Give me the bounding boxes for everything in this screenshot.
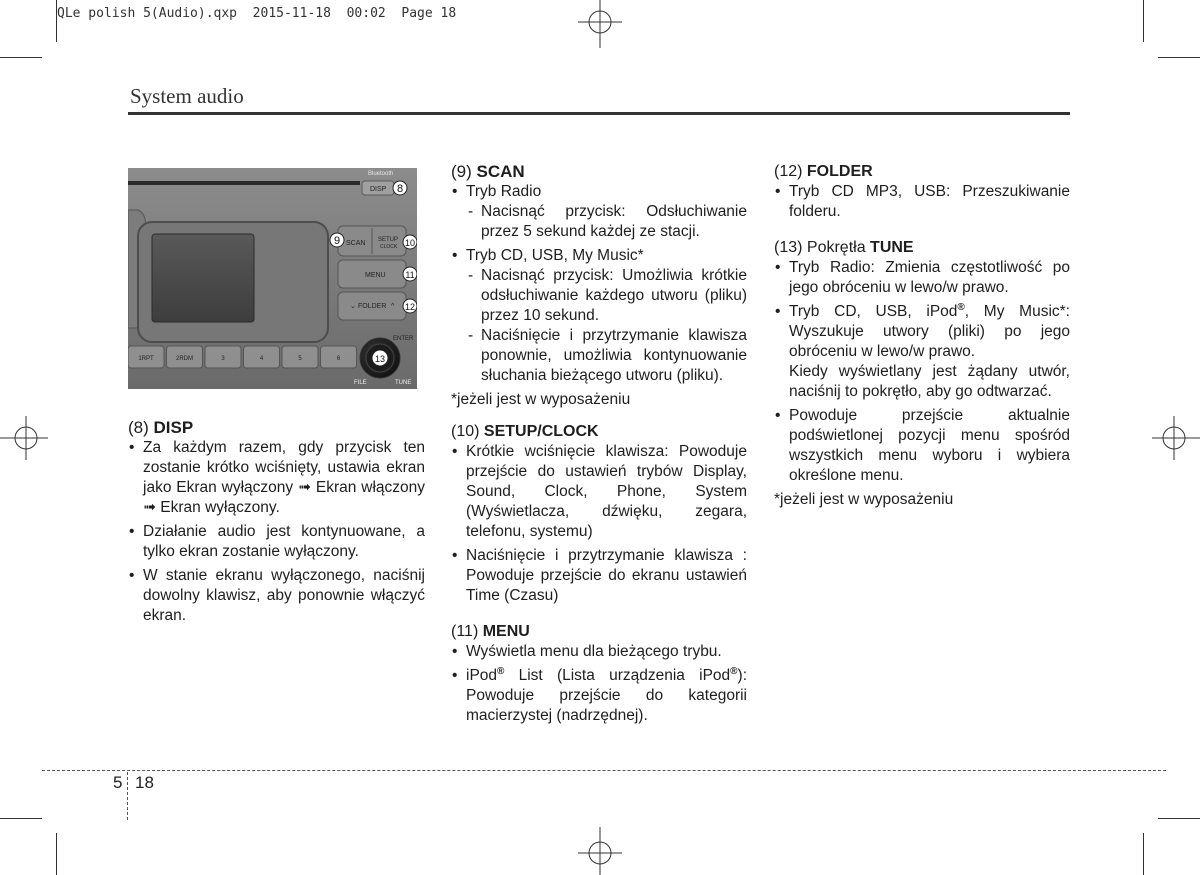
callout-9: 9 (333, 235, 341, 247)
setup-item-1: • Krótkie wciśnięcie klawisza: Powoduje przejście do ustawień trybów Display, Sound, Clock, Phone, System (Wyświetlacza, dźwięku, zegara, telefonu, systemu) (451, 442, 747, 542)
file-label: FILE (354, 380, 367, 386)
scan-cd-sublist (466, 266, 747, 386)
menu-name: MENU (482, 623, 530, 640)
menu-item-1: • Wyświetla menu dla bieżącego trybu. (451, 642, 747, 662)
folder-number: (12) (774, 163, 803, 180)
disp-item-3: • W stanie ekranu wyłączonego, naciśnij dowolny klawisz, aby ponownie włączyć ekran. (128, 566, 425, 626)
svg-text:⌄: ⌄ (350, 303, 356, 310)
tune-item-1: • Tryb Radio: Zmienia częstotliwość po jego obróceniu w lewo/w prawo. (774, 258, 1070, 298)
disp-name: DISP (153, 418, 194, 437)
tune-label: TUNE (395, 380, 412, 386)
enter-label: ENTER (393, 336, 414, 342)
section-title: System audio (130, 84, 244, 108)
scan-cd-sub-2: - Naciśnięcie i przytrzymanie klawisza ponownie, umożliwia kontynuowanie słuchania bieżącego utworu (pliku). (466, 326, 747, 386)
preset-button-label-4: 4 (259, 356, 264, 362)
registration-mark-bottom (574, 827, 626, 875)
scan-list (451, 182, 747, 386)
preset-button-label-2: 2RDM (175, 356, 194, 362)
display-screen (152, 234, 254, 322)
scan-radio-mode (451, 182, 747, 242)
scan-heading (451, 162, 747, 182)
setup-number: (10) (451, 423, 480, 440)
callout-8: 8 (396, 183, 404, 195)
scan-button-label: SCAN (346, 240, 366, 247)
disp-item-1: • Za każdym razem, gdy przycisk ten zostanie krótko wciśnięty, ustawia ekran jako Ekran wyłączony ➟ Ekran włączony ➟ Ekran wyłączony. (128, 438, 425, 518)
preset-button-label-6: 6 (336, 356, 341, 362)
tune-name: TUNE (870, 239, 914, 256)
scan-cd-mode (451, 246, 747, 386)
folder-name: FOLDER (806, 163, 873, 180)
tune-heading (774, 238, 1070, 258)
menu-number: (11) (451, 623, 479, 640)
callout-12: 12 (404, 302, 416, 312)
folder-list (774, 182, 1070, 222)
registration-mark-left (0, 412, 48, 464)
tune-footnote: *jeżeli jest w wyposażeniu (774, 491, 954, 508)
column-scan-setup-menu (451, 162, 747, 730)
column-folder-tune (774, 162, 1070, 510)
svg-text:^: ^ (391, 303, 395, 310)
scan-cd-mode-label: Tryb CD, USB, My Music* (466, 247, 644, 264)
setup-heading (451, 422, 747, 442)
folder-heading (774, 162, 1070, 182)
setup-button-label: SETUP (378, 237, 399, 243)
clock-button-label: CLOCK (380, 244, 398, 250)
scan-name: SCAN (476, 162, 525, 181)
tune-list (774, 258, 1070, 486)
scan-radio-sublist (466, 202, 747, 242)
preset-button-label-1: 1RPT (138, 356, 154, 362)
scan-footnote: *jeżeli jest w wyposażeniu (451, 391, 631, 408)
tune-item-2: • Tryb CD, USB, iPod®, My Music*: Wyszukuje utwory (pliki) po jego obróceniu w lewo/w prawo. Kiedy wyświetlany jest żądany utwór, naciśnij to pokrętło, aby go odtwarzać. (774, 302, 1070, 402)
menu-button-label: MENU (365, 272, 386, 279)
disp-button-label: DISP (370, 186, 387, 193)
menu-heading (451, 622, 747, 642)
tune-number: (13) Pokrętła (774, 239, 866, 256)
scan-number: (9) (451, 162, 472, 181)
scan-radio-sub: - Nacisnąć przycisk: Odsłuchiwanie przez 5 sekund każdej ze stacji. (466, 202, 747, 242)
footer-dotted-rule (42, 770, 1166, 771)
chapter-number: 5 (113, 773, 123, 792)
bluetooth-label: Bluetooth (368, 171, 394, 177)
disp-list (128, 438, 425, 626)
footer-vertical-rule (127, 772, 128, 820)
callout-13: 13 (374, 354, 386, 364)
column-disp (128, 418, 425, 630)
callout-11: 11 (405, 270, 415, 280)
page-number: 18 (135, 773, 154, 792)
folder-button-label: FOLDER (358, 303, 387, 310)
scan-cd-sub-1: - Nacisnąć przycisk: Umożliwia krótkie odsłuchiwanie każdego utworu (pliku) przez 10 sekund. (466, 266, 747, 326)
preset-button-label-3: 3 (221, 356, 225, 362)
setup-name: SETUP/CLOCK (483, 423, 599, 440)
tune-item-3: • Powoduje przejście aktualnie podświetlonej pozycji menu spośród wszystkich menu wyboru i wybiera określone menu. (774, 406, 1070, 486)
disp-item-2: • Działanie audio jest kontynuowane, a tylko ekran zostanie wyłączony. (128, 522, 425, 562)
callout-10: 10 (404, 238, 416, 248)
registration-mark-top (574, 0, 626, 48)
setup-list (451, 442, 747, 606)
audio-unit-figure (128, 168, 417, 389)
folder-item: • Tryb CD MP3, USB: Przeszukiwanie folderu. (774, 182, 1070, 222)
scan-radio-mode-label: Tryb Radio (466, 183, 542, 200)
menu-item-2: • iPod® List (Lista urządzenia iPod®): Powoduje przejście do kategorii macierzystej (nadrzędnej). (451, 666, 747, 726)
disp-number: (8) (128, 418, 149, 437)
preset-button-label-5: 5 (298, 356, 302, 362)
setup-item-2: • Naciśnięcie i przytrzymanie klawisza : Powoduje przejście do ekranu ustawień Time (Czasu) (451, 546, 747, 606)
print-header: QLe polish 5(Audio).qxp 2015-11-18 00:02 Page 18 (57, 6, 457, 21)
disp-heading (128, 418, 425, 438)
title-rule (128, 112, 1070, 115)
menu-list (451, 642, 747, 726)
registration-mark-right (1152, 412, 1200, 464)
